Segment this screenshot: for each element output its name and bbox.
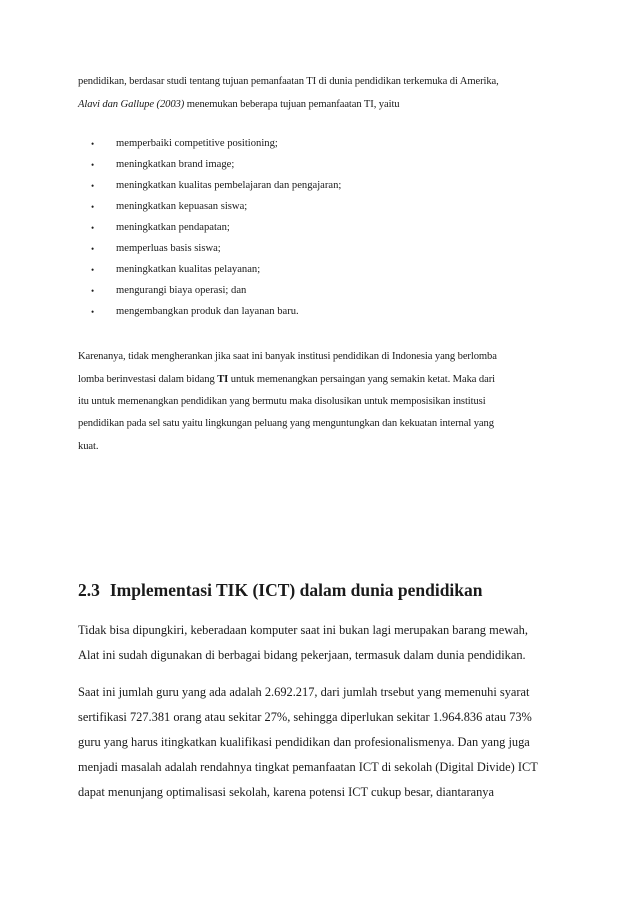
bullet-marker: • [91, 223, 95, 233]
intro-line-2-rest: menemukan beberapa tujuan pemanfaatan TI, yaitu [184, 99, 400, 110]
bold-term: TI [217, 374, 229, 385]
list-item: memperluas basis siswa; [116, 243, 221, 254]
bullet-marker: • [91, 181, 95, 191]
bullet-marker: • [91, 160, 95, 170]
paragraph-1-line-2 [78, 373, 495, 387]
list-item: meningkatkan pendapatan; [116, 222, 230, 233]
list-item: meningkatkan brand image; [116, 159, 235, 170]
list-item: mengurangi biaya operasi; dan [116, 285, 247, 296]
bullet-marker: • [91, 202, 95, 212]
paragraph-1-line-2-pre: lomba berinvestasi dalam bidang [78, 374, 218, 385]
paragraph-2-line-2: Alat ini sudah digunakan di berbagai bidang pekerjaan, termasuk dalam dunia pendidikan. [78, 648, 526, 662]
paragraph-1-line-3: itu untuk memenangkan pendidikan yang bermutu maka disolusikan untuk memposisikan institusi [78, 396, 486, 407]
paragraph-3-line-3: guru yang harus itingkatkan kualifikasi pendidikan dan profesionalismenya. Dan yang juga [78, 735, 530, 749]
paragraph-1-line-2-post: untuk memenangkan persaingan yang semakin ketat. Maka dari [228, 374, 496, 385]
bullet-marker: • [91, 139, 95, 149]
citation: Alavi dan Gallupe (2003) [78, 99, 185, 110]
paragraph-3-line-4: menjadi masalah adalah rendahnya tingkat pemanfaatan ICT di sekolah (Digital Divide) ICT [78, 760, 538, 774]
intro-line-2 [78, 98, 400, 112]
list-item: meningkatkan kualitas pelayanan; [116, 264, 261, 275]
bullet-marker: • [91, 307, 95, 317]
list-item: mengembangkan produk dan layanan baru. [116, 306, 299, 317]
paragraph-3-line-5: dapat menunjang optimalisasi sekolah, karena potensi ICT cukup besar, diantaranya [78, 785, 494, 799]
bullet-marker: • [91, 265, 95, 275]
section-title: Implementasi TIK (ICT) dalam dunia pendidikan [109, 580, 483, 600]
paragraph-1-line-4: pendidikan pada sel satu yaitu lingkungan peluang yang menguntungkan dan kekuatan internal yang [78, 418, 494, 429]
paragraph-2-line-1: Tidak bisa dipungkiri, keberadaan komputer saat ini bukan lagi merupakan barang mewah, [78, 623, 528, 637]
paragraph-1-line-1: Karenanya, tidak mengherankan jika saat ini banyak institusi pendidikan di Indonesia yang berlomba [78, 351, 497, 362]
section-number: 2.3 [78, 580, 100, 600]
paragraph-3-line-1: Saat ini jumlah guru yang ada adalah 2.692.217, dari jumlah trsebut yang memenuhi syarat [78, 685, 530, 699]
paragraph-1-line-5: kuat. [78, 441, 99, 452]
list-item: meningkatkan kualitas pembelajaran dan pengajaran; [116, 180, 342, 191]
bullet-marker: • [91, 286, 95, 296]
paragraph-3-line-2: sertifikasi 727.381 orang atau sekitar 27%, sehingga diperlukan sekitar 1.964.836 atau 73% [78, 710, 532, 724]
list-item: memperbaiki competitive positioning; [116, 138, 278, 149]
bullet-marker: • [91, 244, 95, 254]
section-heading [78, 579, 483, 601]
list-item: meningkatkan kepuasan siswa; [116, 201, 248, 212]
intro-line-1: pendidikan, berdasar studi tentang tujuan pemanfaatan TI di dunia pendidikan terkemuka di Amerika, [78, 76, 499, 87]
